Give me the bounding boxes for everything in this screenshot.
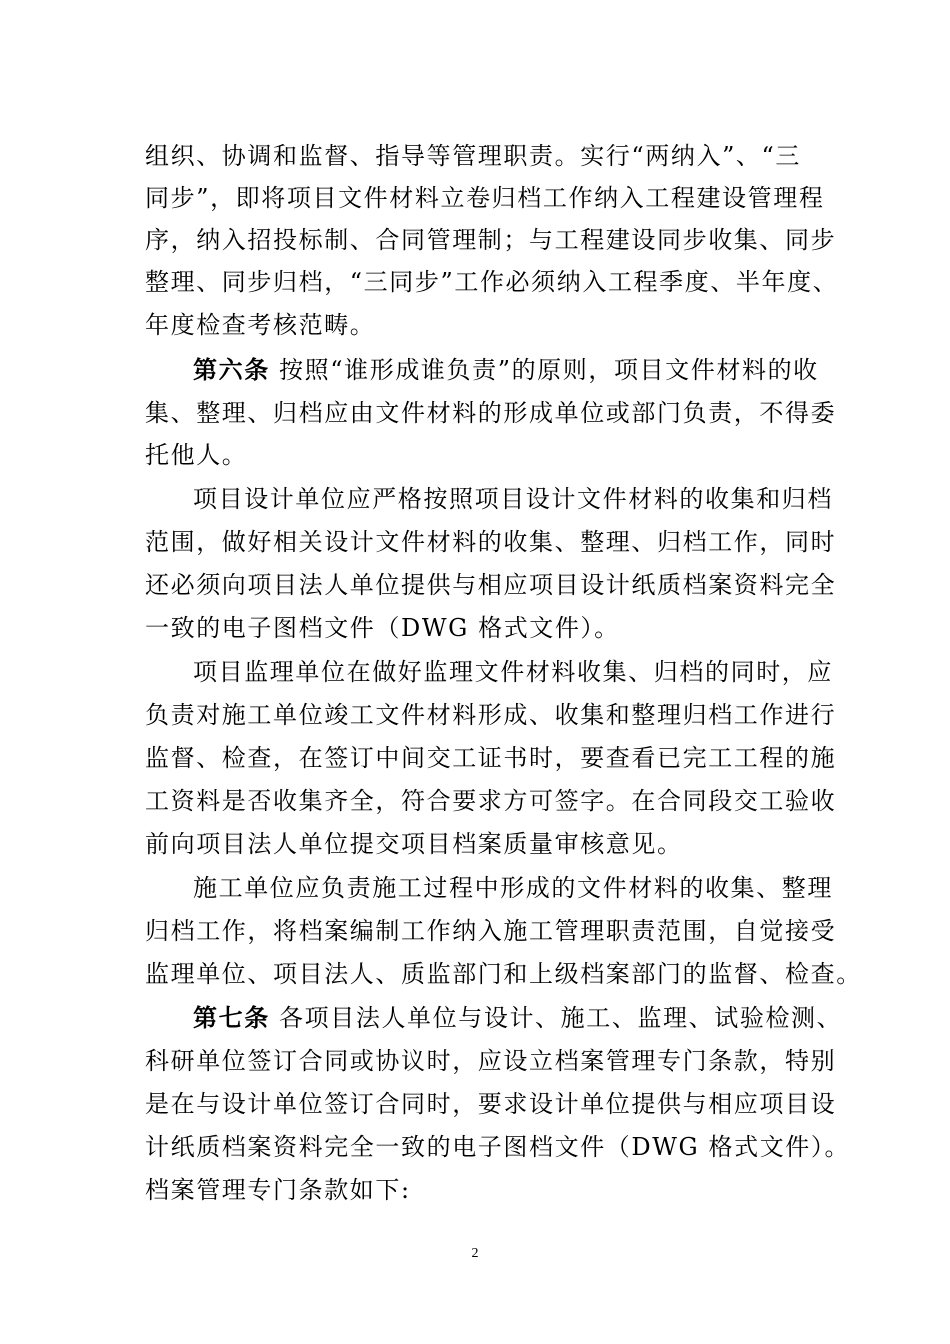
paragraph-line: 前向项目法人单位提交项目档案质量审核意见。 [145, 830, 683, 858]
paragraph-line: 范围，做好相关设计文件材料的收集、整理、归档工作，同时 [145, 528, 837, 556]
paragraph-line: 科研单位签订合同或协议时，应设立档案管理专门条款，特别 [145, 1047, 837, 1075]
paragraph-line: 整理、同步归档，“三同步”工作必须纳入工程季度、半年度、 [145, 268, 839, 296]
paragraph-line: 监督、检查，在签订中间交工证书时，要查看已完工工程的施 [145, 744, 837, 772]
paragraph-line: 按照“谁形成谁负责”的原则，项目文件材料的收 [279, 356, 819, 384]
paragraph-line: 施工单位应负责施工过程中形成的文件材料的收集、整理 [193, 874, 833, 902]
paragraph-line: 归档工作，将档案编制工作纳入施工管理职责范围，自觉接受 [145, 917, 837, 945]
paragraph-line: 是在与设计单位签订合同时，要求设计单位提供与相应项目设 [145, 1090, 837, 1118]
paragraph-line: 组织、协调和监督、指导等管理职责。实行“两纳入”、“三 [145, 142, 802, 170]
paragraph-line: 各项目法人单位与设计、施工、监理、试验检测、 [279, 1004, 843, 1032]
article-seven-heading: 第七条 [193, 1004, 270, 1032]
paragraph-line: 同步”，即将项目文件材料立卷归档工作纳入工程建设管理程 [145, 184, 825, 212]
paragraph-line: 还必须向项目法人单位提供与相应项目设计纸质档案资料完全 [145, 571, 837, 599]
paragraph-line: 计纸质档案资料完全一致的电子图档文件（DWG 格式文件）。 [145, 1133, 851, 1161]
paragraph-line: 项目监理单位在做好监理文件材料收集、归档的同时，应 [193, 658, 833, 686]
paragraph-line: 监理单位、项目法人、质监部门和上级档案部门的监督、检查。 [145, 960, 862, 988]
paragraph-line: 一致的电子图档文件（DWG 格式文件）。 [145, 614, 620, 642]
article-seven-first-line [193, 1002, 842, 1034]
page-number: 2 [471, 1246, 479, 1261]
paragraph-line: 序，纳入招投标制、合同管理制；与工程建设同步收集、同步 [145, 226, 837, 254]
paragraph-line: 集、整理、归档应由文件材料的形成单位或部门负责，不得委 [145, 399, 837, 427]
paragraph-line: 年度检查考核范畴。 [145, 311, 376, 339]
paragraph-line: 托他人。 [145, 441, 248, 469]
article-six-first-line [193, 354, 819, 386]
paragraph-line: 项目设计单位应严格按照项目设计文件材料的收集和归档 [193, 485, 833, 513]
paragraph-line: 工资料是否收集齐全，符合要求方可签字。在合同段交工验收 [145, 787, 837, 815]
paragraph-line: 档案管理专门条款如下: [145, 1176, 411, 1204]
article-six-heading: 第六条 [193, 356, 270, 384]
paragraph-line: 负责对施工单位竣工文件材料形成、收集和整理归档工作进行 [145, 701, 837, 729]
